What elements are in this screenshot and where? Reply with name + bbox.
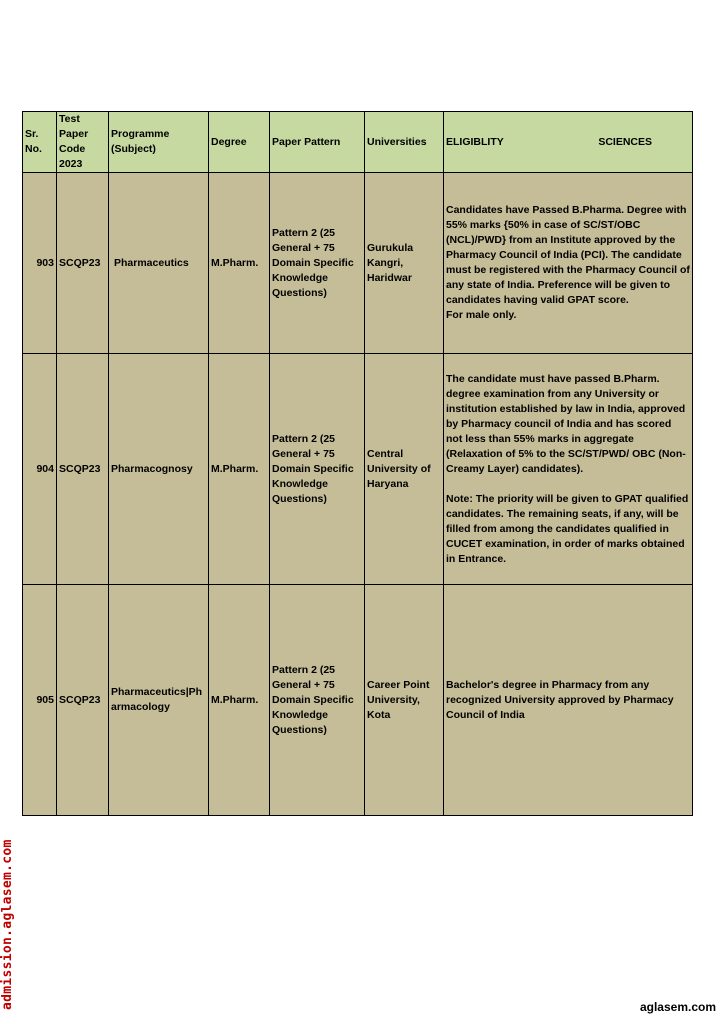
cell-eligibility: Candidates have Passed B.Pharma. Degree with 55% marks {50% in case of SC/ST/OBC (NCL)/PWD} from an Institute approved by the Pharmacy Council of India (PCI). The candidate must be registered with the Pharmacy Council of any state of India. Preference will be given to candidates having valid GPAT score. For male only. (444, 173, 693, 354)
cell-pattern: Pattern 2 (25 General + 75 Domain Specific Knowledge Questions) (270, 354, 365, 585)
table-row (23, 173, 693, 354)
cell-university: Career Point University, Kota (365, 585, 444, 816)
cell-code: SCQP23 (57, 585, 109, 816)
header-programme: Programme (Subject) (109, 112, 209, 173)
cell-programme: Pharmaceutics (109, 173, 209, 354)
cell-sr-no: 903 (23, 173, 57, 354)
footer-brand: aglasem.com (639, 1000, 716, 1014)
cell-code: SCQP23 (57, 173, 109, 354)
table-row (23, 585, 693, 816)
cell-code: SCQP23 (57, 354, 109, 585)
cell-sr-no: 905 (23, 585, 57, 816)
header-stream: SCIENCES (598, 135, 652, 148)
cell-degree: M.Pharm. (209, 585, 270, 816)
header-test-paper-code: Test Paper Code 2023 (57, 112, 109, 173)
cell-degree: M.Pharm. (209, 354, 270, 585)
watermark-text: admission.aglasem.com (0, 839, 15, 1010)
courses-table (22, 111, 693, 816)
header-eligibility: ELIGIBLITY (446, 135, 504, 148)
header-universities: Universities (365, 112, 444, 173)
table-row (23, 354, 693, 585)
cell-eligibility: The candidate must have passed B.Pharm. degree examination from any University or institution established by law in India, approved by Pharmacy council of India and has scored not less than 55% marks in aggregate (Relaxation of 5% to the SC/ST/PWD/ OBC (Non-Creamy Layer) candidates). Note: The priority will be given to GPAT qualified candidates. The remaining seats, if any, will be filled from among the candidates qualified in CUCET examination, in order of marks obtained in Entrance. (444, 354, 693, 585)
cell-sr-no: 904 (23, 354, 57, 585)
cell-eligibility: Bachelor's degree in Pharmacy from any recognized University approved by Pharmacy Council of India (444, 585, 693, 816)
cell-programme: Pharmaceutics|Pharmacology (109, 585, 209, 816)
header-paper-pattern: Paper Pattern (270, 112, 365, 173)
cell-degree: M.Pharm. (209, 173, 270, 354)
header-row (23, 112, 693, 173)
cell-pattern: Pattern 2 (25 General + 75 Domain Specific Knowledge Questions) (270, 173, 365, 354)
header-degree: Degree (209, 112, 270, 173)
cell-pattern: Pattern 2 (25 General + 75 Domain Specific Knowledge Questions) (270, 585, 365, 816)
cell-university: Gurukula Kangri, Haridwar (365, 173, 444, 354)
header-eligibility-cell (444, 112, 693, 173)
header-sr-no: Sr. No. (23, 112, 57, 173)
cell-programme: Pharmacognosy (109, 354, 209, 585)
cell-university: Central University of Haryana (365, 354, 444, 585)
